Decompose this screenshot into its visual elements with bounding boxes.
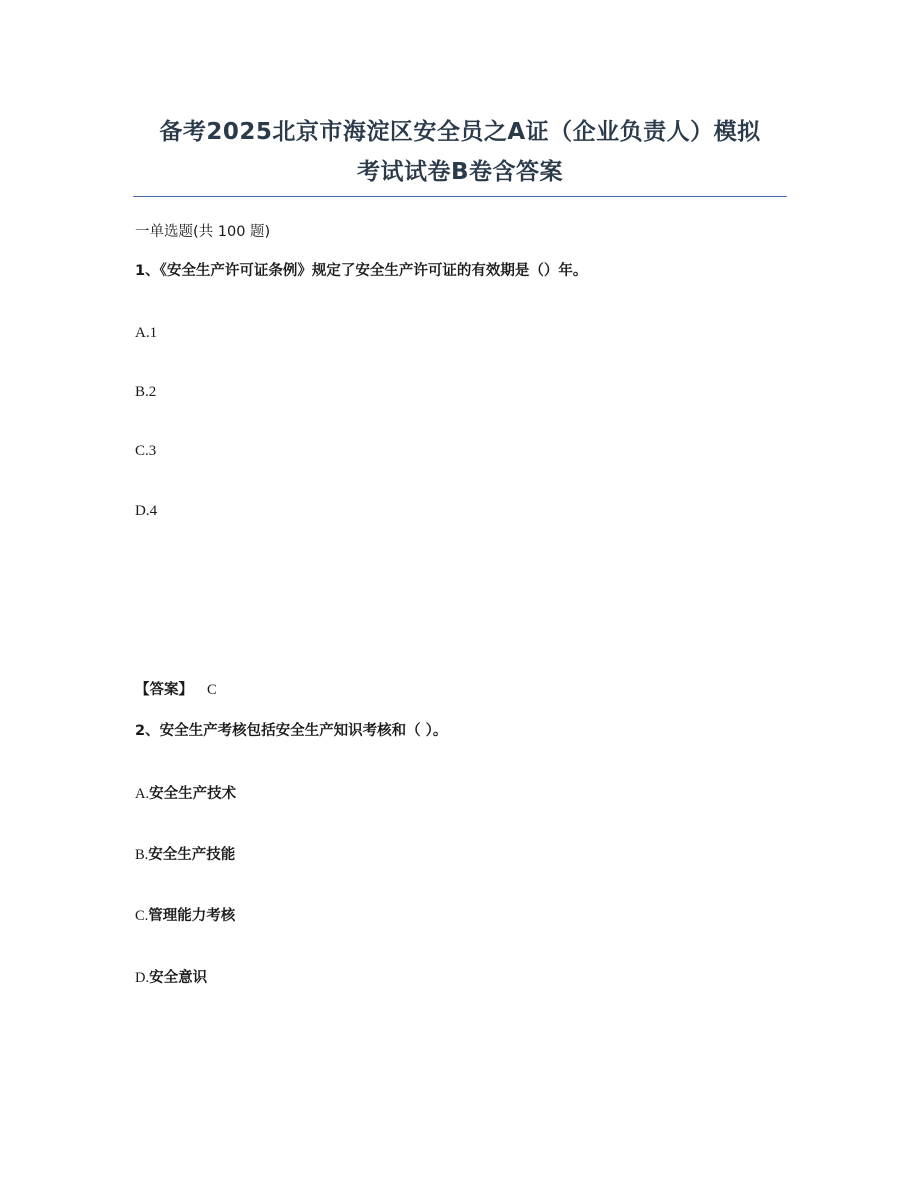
option-letter: C. — [135, 443, 149, 459]
option-letter: A. — [135, 786, 150, 802]
question-1-answer — [135, 680, 217, 700]
question-1-option-a — [135, 323, 157, 343]
page-title — [120, 112, 800, 192]
option-text: 3 — [148, 443, 157, 459]
option-text: 安全生产技能 — [148, 847, 236, 863]
title-line-2: 考试试卷B卷含答案 — [356, 159, 564, 185]
option-text: 管理能力考核 — [148, 908, 236, 924]
option-letter: D. — [135, 503, 150, 519]
question-1-option-c — [135, 441, 156, 461]
option-letter: A. — [135, 325, 150, 341]
option-letter: D. — [135, 970, 150, 986]
option-text: 1 — [149, 325, 158, 341]
option-text: 2 — [148, 384, 157, 400]
question-2-stem: 2、安全生产考核包括安全生产知识考核和（ ）。 — [135, 723, 448, 739]
option-text: 4 — [149, 503, 158, 519]
question-1-option-b — [135, 382, 156, 402]
option-text: 安全意识 — [149, 970, 208, 986]
question-2-option-b — [135, 845, 235, 865]
option-letter: B. — [135, 847, 149, 863]
question-1-stem: 1、《安全生产许可证条例》规定了安全生产许可证的有效期是（）年。 — [135, 263, 588, 279]
question-2-option-a — [135, 784, 236, 804]
answer-value: C — [207, 682, 217, 698]
question-2-option-d — [135, 968, 207, 988]
section-heading: 一单选题(共 100 题) — [135, 224, 271, 240]
answer-label: 【答案】 — [135, 682, 193, 698]
option-text: 安全生产技术 — [149, 786, 237, 802]
question-1-option-d — [135, 501, 157, 521]
title-line-1: 备考2025北京市海淀区安全员之A证（企业负责人）模拟 — [159, 119, 761, 145]
option-letter: C. — [135, 908, 149, 924]
option-letter: B. — [135, 384, 149, 400]
question-2-option-c — [135, 906, 235, 926]
title-divider — [133, 196, 787, 197]
